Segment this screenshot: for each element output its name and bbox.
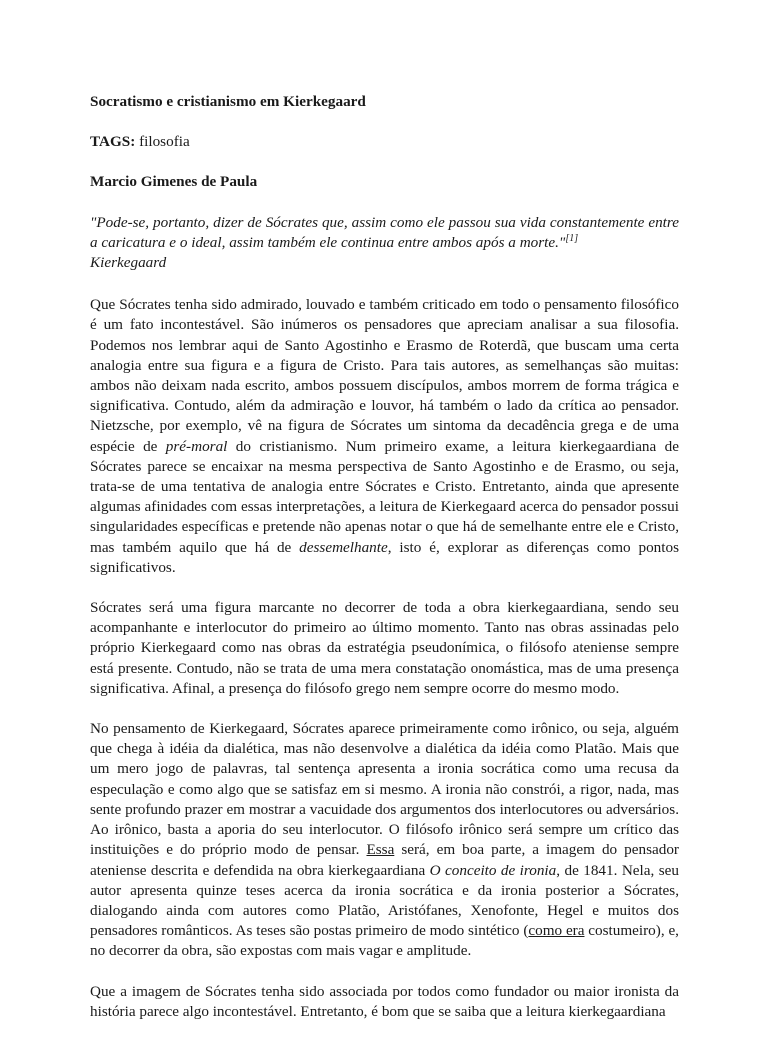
tags-label: TAGS:: [90, 133, 136, 151]
paragraph-1: [90, 295, 679, 578]
epigraph-attribution: Kierkegaard: [90, 254, 167, 272]
paragraph-3: [90, 719, 679, 961]
tags-line: [90, 132, 679, 152]
paragraph-3-text-d: costumeiro), e, no decorrer da obra, são expostas com mais vagar e amplitude.: [90, 922, 679, 960]
epigraph: [90, 213, 679, 274]
paragraph-4: Que a imagem de Sócrates tenha sido associada por todos como fundador ou maior ironista da história parece algo incontestável. Entretanto, é bom que se saiba que a leitura kierkegaardiana: [90, 982, 679, 1020]
epigraph-quote: "Pode-se, portanto, dizer de Sócrates que, assim como ele passou sua vida constantemente entre a caricatura e o ideal, assim também ele continua entre ambos após a morte.": [90, 213, 679, 251]
underlined-como-era: como era: [528, 922, 585, 940]
italic-pre-moral: pré-moral: [165, 437, 228, 455]
tags-value[interactable]: filosofia: [135, 133, 190, 151]
paragraph-3-text-a: No pensamento de Kierkegaard, Sócrates aparece primeiramente como irônico, ou seja, alguém que chega à idéia da dialética, mas não desenvolve a dialética da idéia como Platão. Mais que um mero jogo de palavras, tal sentença apresenta a ironia socrática como uma recusa da especulação e como algo que se satisfaz em si mesmo. A ironia não constrói, a rigor, nada, mas sente profundo prazer em mostrar a vacuidade dos argumentos dos interlocutores ou adversários. Ao irônico, basta a aporia do seu interlocutor. O filósofo irônico será sempre um crítico das instituições e do próprio modo de pensar.: [90, 720, 679, 859]
footnote-ref-link[interactable]: [1]: [565, 232, 579, 244]
italic-dessemelhante: dessemelhante: [299, 538, 388, 556]
paragraph-1-text-b: do cristianismo. Num primeiro exame, a leitura kierkegaardiana de Sócrates parece se encaixar na mesma perspectiva de Santo Agostinho e de Erasmo, ou seja, trata-se de uma tentativa de analogia entre Sócrates e Cristo. Entretanto, ainda que apresente algumas afinidades com essas interpretações, a leitura de Kierkegaard acerca do pensador possui singularidades específicas e pretende não apenas notar o que há de semelhante entre ele e Cristo, mas também aquilo que há de: [90, 437, 679, 556]
document-title: Socratismo e cristianismo em Kierkegaard: [90, 93, 366, 110]
paragraph-1-text-a: Que Sócrates tenha sido admirado, louvado e também criticado em todo o pensamento filosófico é um fato incontestável. São inúmeros os pensadores que apreciam analisar a sua filosofia. Podemos nos lembrar aqui de Santo Agostinho e Erasmo de Roterdã, que buscam uma certa analogia entre sua figura e a figura de Cristo. Para tais autores, as semelhanças são muitas: ambos não deixam nada escrito, ambos possuem discípulos, ambos morrem de forma trágica e significativa. Contudo, além da admiração e louvor, há também o lado da crítica ao pensador. Nietzsche, por exemplo, vê na figura de Sócrates um sintoma da decadência grega e de uma espécie de: [90, 296, 679, 455]
underlined-essa: Essa: [366, 841, 395, 859]
paragraph-3-text-c: , de 1841. Nela, seu autor apresenta quinze teses acerca da ironia socrática e da ironia posterior a Sócrates, dialogando ainda com autores como Platão, Aristófanes, Xenofonte, Hegel e muitos dos pensadores românticos. As teses são postas primeiro de modo sintético (: [90, 861, 679, 940]
paragraph-1-text-c: , isto é, explorar as diferenças como pontos significativos.: [90, 538, 680, 576]
italic-book-title: O conceito de ironia: [429, 861, 557, 879]
paragraph-3-text-b: será, em boa parte, a imagem do pensador ateniense descrita e defendida na obra kierkegaardiana: [90, 841, 679, 879]
author-name: Marcio Gimenes de Paula: [90, 173, 258, 191]
document-page: [90, 92, 679, 1042]
paragraph-2: Sócrates será uma figura marcante no decorrer de toda a obra kierkegaardiana, sendo seu acompanhante e interlocutor do primeiro ao último momento. Tanto nas obras assinadas pelo próprio Kierkegaard como nas obras da estratégia pseudonímica, o filósofo ateniense sempre está presente. Contudo, não se trata de uma mera constatação onomástica, mas de uma presença significativa. Afinal, a presença do filósofo grego nem sempre ocorre do mesmo modo.: [90, 599, 679, 697]
